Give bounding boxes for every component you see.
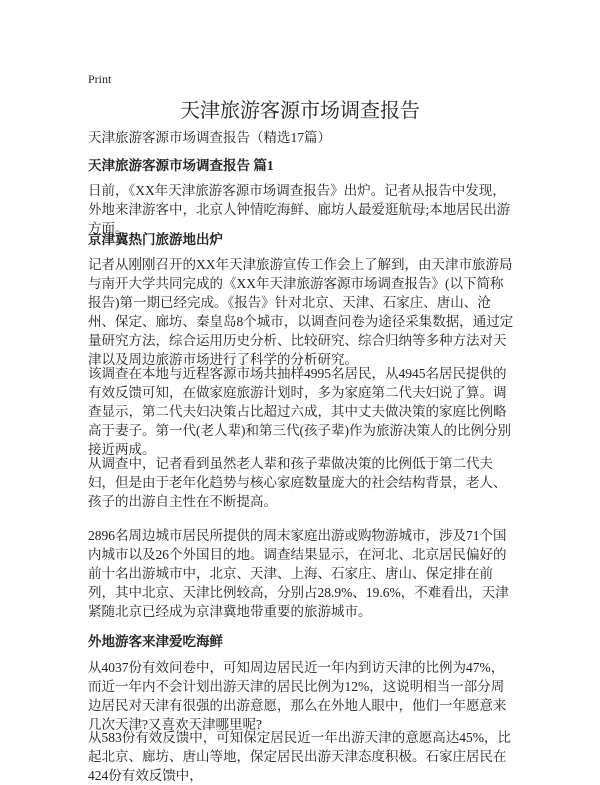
paragraph: 2896名周边城市居民所提供的周末家庭出游或购物游城市，涉及71个国内城市以及26个外国目的地。调查结果显示，在河北、北京居民偏好的前十名出游城市中，北京、天津、上海、石家庄、唐山、保定排在前列，其中北京、天津比例较高，分别占28.9%、19.6%，不难看出，天津紧随北京已经成为京津冀地带重要的旅游城市。 <box>88 528 509 619</box>
section-heading: 京津冀热门旅游地出炉 <box>88 232 223 247</box>
print-label[interactable]: Print <box>88 72 112 86</box>
section-title: 天津旅游客源市场调查报告 篇1 <box>88 158 274 173</box>
document-title: 天津旅游客源市场调查报告 <box>180 100 420 122</box>
document-subtitle: 天津旅游客源市场调查报告（精选17篇） <box>88 130 331 145</box>
paragraph: 记者从刚刚召开的XX年天津旅游宣传工作会上了解到，由天津市旅游局与南开大学共同完成的《XX年天津旅游客源市场调查报告》(以下简称报告)第一期已经完成。《报告》针对北京、天津、石家庄、唐山、沧州、保定、廊坊、秦皇岛8个城市，以调查问卷为途径采集数据，通过定量研究方法，综合运用历史分析、比较研究、综合归纳等多种方法对天津以及周边旅游市场进行了科学的分析研究。 <box>88 257 514 367</box>
section-heading: 外地游客来津爱吃海鲜 <box>88 634 223 649</box>
paragraph: 从583份有效反馈中，可知保定居民近一年出游天津的意愿高达45%，比起北京、廊坊、唐山等地，保定居民出游天津态度积极。石家庄居民在424份有效反馈中， <box>88 730 511 783</box>
paragraph: 从调查中，记者看到虽然老人辈和孩子辈做决策的比例低于第二代夫妇，但是由于老年化趋势与核心家庭数量庞大的社会结构背景，老人、孩子的出游自主性在不断提高。 <box>88 456 507 509</box>
paragraph: 从4037份有效问卷中，可知周边居民近一年内到访天津的比例为47%，而近一年内不会计划出游天津的居民比例为12%，这说明相当一部分周边居民对天津有很强的出游意愿，那么在外地人眼中，他们一年愿意来几次天津?又喜欢天津哪里呢? <box>88 660 507 732</box>
paragraph: 该调查在本地与近程客源市场共抽样4995名居民，从4945名居民提供的有效反馈可知，在做家庭旅游计划时，多为家庭第二代夫妇说了算。调查显示，第二代夫妇决策占比超过六成，其中丈夫做决策的家庭比例略高于妻子。第一代(老人辈)和第三代(孩子辈)作为旅游决策人的比例分别接近两成。 <box>88 366 511 457</box>
paragraph: 日前，《XX年天津旅游客源市场调查报告》出炉。记者从报告中发现，外地来津游客中，北京人钟情吃海鲜、廊坊人最爱逛航母;本地居民出游方面。 <box>88 183 511 236</box>
